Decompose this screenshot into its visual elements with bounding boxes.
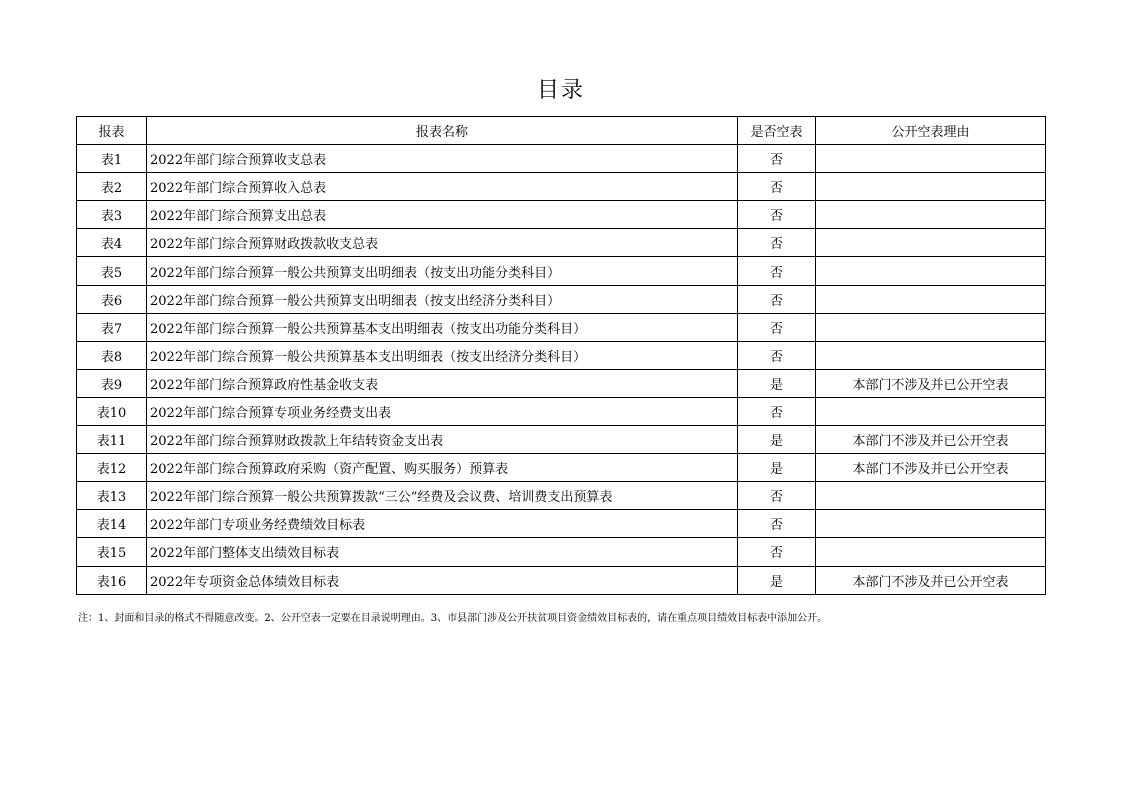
cell-name-text: 2022年专项资金总体绩效目标表: [150, 574, 340, 590]
cell-reason: [816, 173, 1046, 201]
header-name: 报表名称: [147, 117, 738, 145]
cell-no: 表16: [77, 566, 147, 594]
table-row: [77, 257, 1046, 285]
cell-no: 表2: [77, 173, 147, 201]
cell-is-empty: 否: [738, 538, 816, 566]
cell-is-empty: 否: [738, 201, 816, 229]
cell-no: 表4: [77, 229, 147, 257]
cell-name: [147, 397, 738, 425]
cell-reason: [816, 313, 1046, 341]
cell-no: 表11: [77, 426, 147, 454]
cell-name: [147, 229, 738, 257]
cell-name-text: 2022年部门综合预算一般公共预算拨款“三公”经费及会议费、培训费支出预算表: [150, 490, 613, 506]
cell-name-text: 2022年部门综合预算财政拨款收支总表: [150, 237, 379, 253]
cell-reason: [816, 341, 1046, 369]
cell-no: 表8: [77, 341, 147, 369]
cell-reason: 本部门不涉及并已公开空表: [816, 426, 1046, 454]
cell-no: 表12: [77, 454, 147, 482]
page-title: 目录: [536, 78, 585, 103]
cell-is-empty: 是: [738, 454, 816, 482]
cell-name: [147, 426, 738, 454]
footnote: 注：1、封面和目录的格式不得随意改变。2、公开空表一定要在目录说明理由。3、市县部门涉及公开扶贫项目资金绩效目标表的，请在重点项目绩效目标表中添加公开。: [78, 613, 828, 624]
cell-no: 表7: [77, 313, 147, 341]
table-row: [77, 201, 1046, 229]
cell-is-empty: 否: [738, 482, 816, 510]
cell-is-empty: 是: [738, 566, 816, 594]
table-row: [77, 229, 1046, 257]
table-header-row: [77, 117, 1046, 145]
cell-name: [147, 145, 738, 173]
cell-no: 表10: [77, 397, 147, 425]
cell-reason: 本部门不涉及并已公开空表: [816, 566, 1046, 594]
cell-name-text: 2022年部门整体支出绩效目标表: [150, 546, 340, 562]
cell-name-text: 2022年部门专项业务经费绩效目标表: [150, 518, 366, 534]
cell-name: [147, 257, 738, 285]
cell-name: [147, 538, 738, 566]
cell-no: 表1: [77, 145, 147, 173]
cell-reason: [816, 482, 1046, 510]
cell-no: 表13: [77, 482, 147, 510]
cell-is-empty: 否: [738, 341, 816, 369]
cell-is-empty: 否: [738, 313, 816, 341]
cell-name-text: 2022年部门综合预算财政拨款上年结转资金支出表: [150, 434, 444, 450]
cell-no: 表5: [77, 257, 147, 285]
cell-reason: [816, 510, 1046, 538]
cell-name-text: 2022年部门综合预算收支总表: [150, 153, 327, 169]
cell-is-empty: 是: [738, 426, 816, 454]
cell-name-text: 2022年部门综合预算一般公共预算基本支出明细表（按支出功能分类科目）: [150, 321, 587, 337]
table-row: [77, 566, 1046, 594]
cell-name: [147, 285, 738, 313]
cell-name-text: 2022年部门综合预算收入总表: [150, 181, 327, 197]
cell-name-text: 2022年部门综合预算专项业务经费支出表: [150, 405, 392, 421]
table-row: [77, 313, 1046, 341]
cell-reason: [816, 538, 1046, 566]
header-is-empty: 是否空表: [738, 117, 816, 145]
table-row: [77, 454, 1046, 482]
cell-reason: 本部门不涉及并已公开空表: [816, 369, 1046, 397]
table-row: [77, 145, 1046, 173]
header-no: 报表: [77, 117, 147, 145]
catalog-table: [76, 116, 1046, 595]
cell-name-text: 2022年部门综合预算一般公共预算支出明细表（按支出经济分类科目）: [150, 293, 561, 309]
cell-no: 表3: [77, 201, 147, 229]
cell-is-empty: 否: [738, 257, 816, 285]
cell-is-empty: 否: [738, 510, 816, 538]
cell-name: [147, 510, 738, 538]
cell-no: 表6: [77, 285, 147, 313]
table-row: [77, 369, 1046, 397]
cell-is-empty: 否: [738, 397, 816, 425]
cell-reason: 本部门不涉及并已公开空表: [816, 454, 1046, 482]
cell-name-text: 2022年部门综合预算一般公共预算支出明细表（按支出功能分类科目）: [150, 265, 561, 281]
cell-reason: [816, 145, 1046, 173]
table-row: [77, 397, 1046, 425]
cell-name: [147, 454, 738, 482]
cell-is-empty: 否: [738, 229, 816, 257]
table-row: [77, 341, 1046, 369]
cell-is-empty: 否: [738, 145, 816, 173]
cell-reason: [816, 229, 1046, 257]
cell-reason: [816, 285, 1046, 313]
cell-name-text: 2022年部门综合预算政府性基金收支表: [150, 377, 379, 393]
header-reason: 公开空表理由: [816, 117, 1046, 145]
cell-name: [147, 313, 738, 341]
cell-name: [147, 566, 738, 594]
table-row: [77, 482, 1046, 510]
cell-is-empty: 是: [738, 369, 816, 397]
table-row: [77, 426, 1046, 454]
table-row: [77, 173, 1046, 201]
cell-reason: [816, 397, 1046, 425]
cell-name: [147, 341, 738, 369]
cell-name-text: 2022年部门综合预算政府采购（资产配置、购买服务）预算表: [150, 462, 509, 478]
cell-name-text: 2022年部门综合预算一般公共预算基本支出明细表（按支出经济分类科目）: [150, 349, 587, 365]
cell-name: [147, 369, 738, 397]
table-row: [77, 510, 1046, 538]
cell-name: [147, 201, 738, 229]
cell-no: 表15: [77, 538, 147, 566]
cell-is-empty: 否: [738, 173, 816, 201]
cell-is-empty: 否: [738, 285, 816, 313]
cell-name: [147, 482, 738, 510]
cell-name: [147, 173, 738, 201]
cell-no: 表14: [77, 510, 147, 538]
cell-reason: [816, 257, 1046, 285]
cell-name-text: 2022年部门综合预算支出总表: [150, 209, 327, 225]
table-row: [77, 538, 1046, 566]
table-row: [77, 285, 1046, 313]
cell-no: 表9: [77, 369, 147, 397]
cell-reason: [816, 201, 1046, 229]
